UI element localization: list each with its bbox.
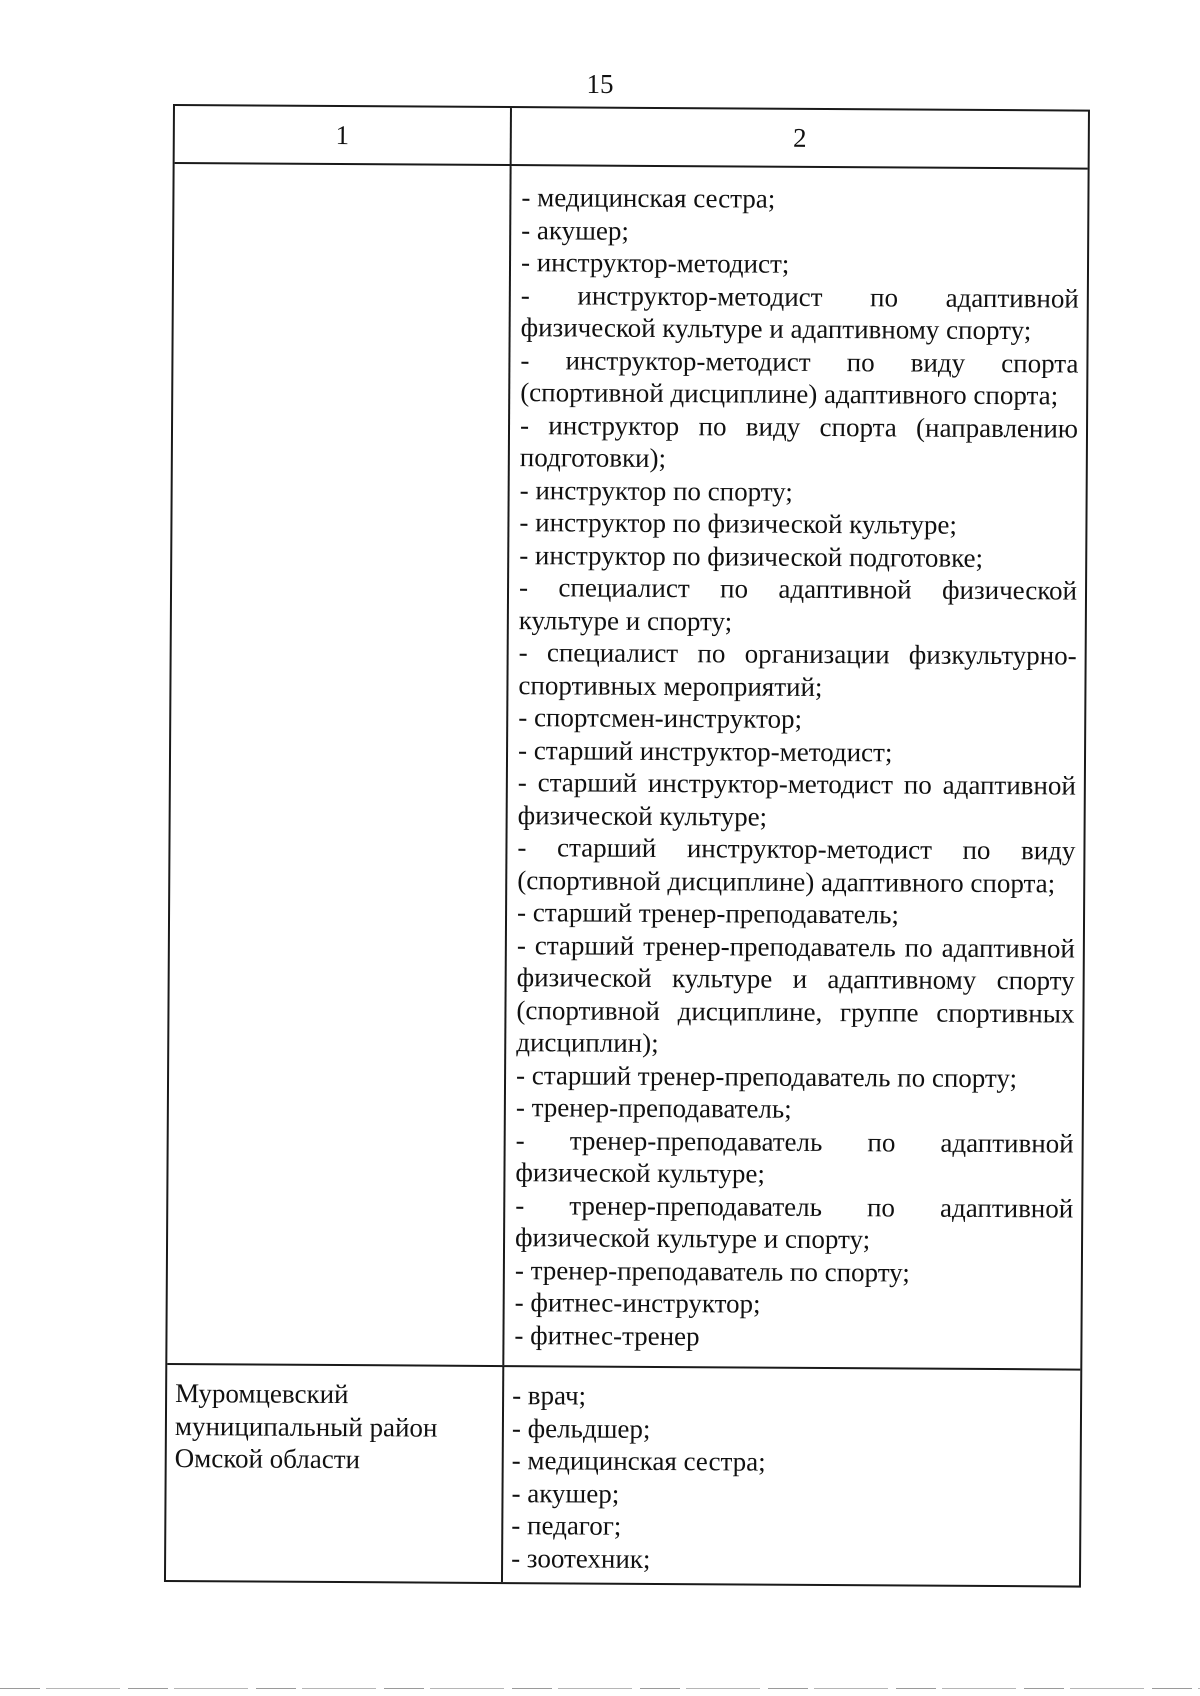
column-header-2: 2	[792, 122, 807, 153]
position-item: - старший тренер-преподаватель;	[516, 897, 900, 930]
position-item: - зоотехник;	[511, 1542, 651, 1574]
position-item: - инструктор по спорту;	[519, 474, 793, 507]
table-row	[166, 1363, 1080, 1586]
position-item: - тренер-преподаватель по спорту;	[514, 1254, 910, 1288]
position-item: - инструктор по физической культуре;	[519, 507, 958, 540]
column-header-1: 1	[175, 106, 512, 164]
position-item: - фитнес-инструктор;	[514, 1287, 761, 1319]
table-header-row	[175, 106, 1088, 168]
district-name: Муромцевский муниципальный район Омской области	[174, 1378, 438, 1475]
position-item: - медицинская сестра;	[511, 1445, 766, 1477]
position-item: - педагог;	[511, 1510, 622, 1541]
positions-cell	[504, 166, 1087, 1368]
scan-edge-line	[0, 1688, 1200, 1689]
positions-table	[164, 104, 1090, 1588]
position-item: - врач;	[512, 1380, 587, 1411]
position-item: - старший инструктор-методист по виду (спортивной дисциплине) адаптивного спорта;	[517, 832, 1076, 898]
position-item: - тренер-преподаватель;	[515, 1092, 792, 1124]
position-item: - акушер;	[511, 1477, 620, 1509]
district-name	[175, 164, 510, 166]
position-item: - старший тренер-преподаватель по адаптивной физической культуре и адаптивному спорту (спортивной дисциплине, группе спортивных дисциплин);	[516, 929, 1075, 1058]
position-item: - специалист по организации физкультурно-спортивных мероприятий;	[518, 637, 1077, 702]
positions-cell	[503, 1367, 1080, 1586]
position-item: - фельдшер;	[511, 1412, 651, 1444]
position-item: - старший инструктор-методист по адаптивной физической культуре;	[517, 767, 1076, 832]
table-row	[167, 162, 1087, 1369]
position-item: - инструктор по виду спорта (направлению подготовки);	[519, 409, 1079, 474]
position-item: - старший инструктор-методист;	[517, 734, 893, 767]
position-item: - фитнес-тренер	[514, 1319, 700, 1351]
position-item: - инструктор по физической подготовке;	[519, 539, 984, 573]
position-item: - тренер-преподаватель по адаптивной физической культуре и спорту;	[514, 1189, 1074, 1255]
position-item: - инструктор-методист по адаптивной физической культуре и адаптивному спорту;	[520, 279, 1079, 346]
position-item: - тренер-преподаватель по адаптивной физической культуре;	[515, 1124, 1074, 1189]
district-cell	[167, 164, 511, 1365]
position-item: - инструктор-методист по виду спорта (спортивной дисциплине) адаптивного спорта;	[520, 344, 1079, 411]
position-item: - спортсмен-инструктор;	[518, 702, 803, 734]
district-cell	[166, 1365, 504, 1582]
position-item: - старший тренер-преподаватель по спорту;	[515, 1059, 1018, 1093]
position-item: - медицинская сестра;	[521, 182, 776, 214]
page-number: 15	[586, 69, 614, 99]
position-item: - инструктор-методист;	[520, 247, 790, 279]
position-item: - специалист по адаптивной физической культуре и спорту;	[518, 572, 1078, 636]
position-item: - акушер;	[521, 214, 630, 246]
